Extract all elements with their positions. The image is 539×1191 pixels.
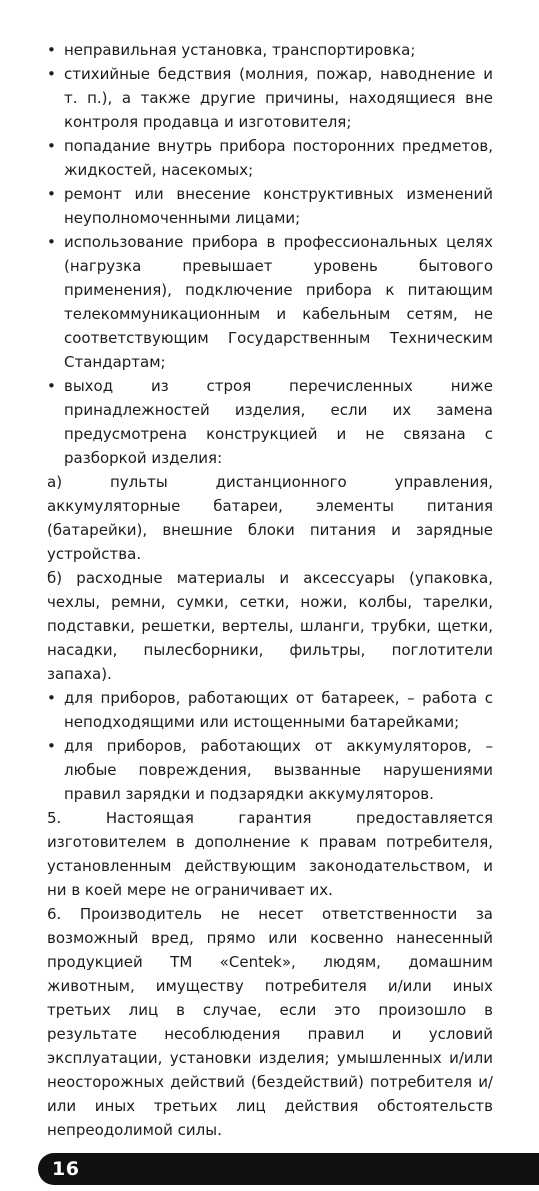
bullet-icon: • — [47, 185, 56, 203]
list-item — [47, 134, 493, 182]
paragraph-5: 5. Настоящая гарантия предоставляется изготовителем в дополнение к правам потребителя, установленным действующим законодательством, и ни в коей мере не ограничивает их. — [47, 809, 493, 899]
bullet-icon: • — [47, 41, 56, 59]
list-item-text: ремонт или внесение конструктивных изменений неуполномоченными лицами; — [64, 185, 493, 227]
list-item-text: использование прибора в профессиональных целях (нагрузка превышает уровень бытового применения), подключение прибора к питающим телекоммуникационным и кабельным сетям, не соответствующим Государственным Техническим Стандартам; — [64, 233, 493, 371]
list-item-text: неправильная установка, транспортировка; — [64, 41, 416, 59]
page-number: 16 — [52, 1158, 80, 1180]
list-item — [47, 38, 493, 62]
sub-paragraph-b: б) расходные материалы и аксессуары (упаковка, чехлы, ремни, сумки, сетки, ножи, колбы, тарелки, подставки, решетки, вертелы, шланги, трубки, щетки, насадки, пылесборники, фильтры, поглотители запаха). — [47, 569, 493, 683]
list-item-text: для приборов, работающих от батареек, – работа с неподходящими или истощенными батарейками; — [64, 689, 493, 731]
bullet-icon: • — [47, 737, 56, 755]
sub-paragraph-a: а) пульты дистанционного управления, аккумуляторные батареи, элементы питания (батарейки), внешние блоки питания и зарядные устройства. — [47, 473, 493, 563]
bullet-icon: • — [47, 377, 56, 395]
list-item-text: попадание внутрь прибора посторонних предметов, жидкостей, насекомых; — [64, 137, 493, 179]
bullet-icon: • — [47, 233, 56, 251]
list-item — [47, 182, 493, 230]
list-item — [47, 374, 493, 470]
bullet-icon: • — [47, 137, 56, 155]
list-item-text: стихийные бедствия (молния, пожар, наводнение и т. п.), а также другие причины, находящиеся вне контроля продавца и изготовителя; — [64, 65, 493, 131]
paragraph-6: 6. Производитель не несет ответственности за возможный вред, прямо или косвенно нанесенный продукцией ТМ «Centek», людям, домашним животным, имуществу потребителя и/или иных третьих лиц в случае, если это произошло в результате несоблюдения правил и условий эксплуатации, установки изделия; умышленных и/или неосторожных действий (бездействий) потребителя и/или иных третьих лиц действия обстоятельств непреодолимой силы. — [47, 905, 493, 1139]
list-item — [47, 62, 493, 134]
list-item — [47, 230, 493, 374]
page-footer-bar — [38, 1153, 539, 1185]
bullet-icon: • — [47, 689, 56, 707]
bullet-icon: • — [47, 65, 56, 83]
document-body — [47, 38, 493, 1142]
list-item — [47, 686, 493, 734]
list-item — [47, 734, 493, 806]
list-item-text: выход из строя перечисленных ниже принадлежностей изделия, если их замена предусмотрена конструкцией и не связана с разборкой изделия: — [64, 377, 493, 467]
list-item-text: для приборов, работающих от аккумуляторов, – любые повреждения, вызванные нарушениями правил зарядки и подзарядки аккумуляторов. — [64, 737, 493, 803]
